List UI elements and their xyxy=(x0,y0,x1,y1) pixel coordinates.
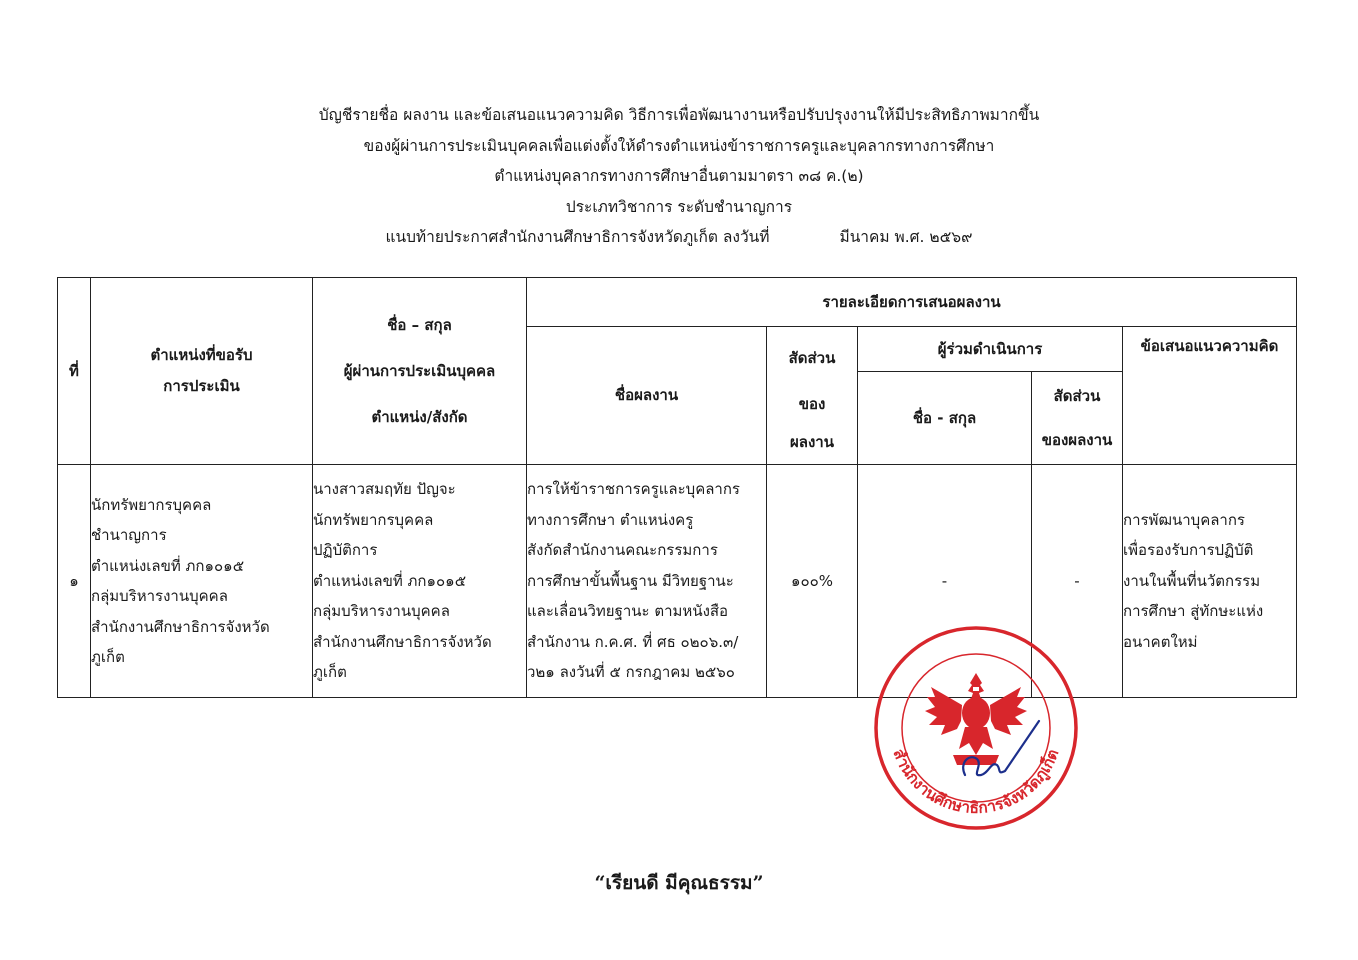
row-work-line: สำนักงาน ก.ค.ศ. ที่ ศธ ๐๒๐๖.๓/ xyxy=(527,632,739,651)
row-person-line: สำนักงานศึกษาธิการจังหวัด xyxy=(313,632,492,651)
row-no: ๑ xyxy=(58,465,91,698)
header-person xyxy=(313,278,527,465)
header-co-workers: ผู้ร่วมดำเนินการ xyxy=(858,327,1123,372)
header-co-ratio xyxy=(1032,372,1123,465)
row-position-line: นักทรัพยากรบุคคล xyxy=(91,495,212,514)
row-co-name: - xyxy=(858,465,1032,698)
row-person-line: นางสาวสมฤทัย ปัญจะ xyxy=(313,480,456,499)
header-title-line-1: บัญชีรายชื่อ ผลงาน และข้อเสนอแนวความคิด วิธีการเพื่อพัฒนางานหรือปรับปรุงงานให้มีประสิทธิภาพมากขึ้น xyxy=(318,106,1040,124)
header-person-line-2: ผู้ผ่านการประเมินบุคคล xyxy=(343,362,496,380)
row-work-line: การให้ข้าราชการครูและบุคลากร xyxy=(527,480,740,499)
header-title-line-2: ของผู้ผ่านการประเมินบุคคลเพื่อแต่งตั้งให้ดำรงตำแหน่งข้าราชการครูและบุคลากรทางการศึกษา xyxy=(363,136,995,155)
row-idea xyxy=(1123,465,1297,698)
row-position-line: ตำแหน่งเลขที่ ภก๑๐๑๕ xyxy=(91,556,245,575)
header-title-line-4: ประเภทวิชาการ ระดับชำนาญการ xyxy=(565,197,793,216)
header-co-name: ชื่อ - สกุล xyxy=(858,372,1032,465)
header-idea: ข้อเสนอแนวความคิด xyxy=(1123,327,1297,465)
row-work-line: ว๒๑ ลงวันที่ ๕ กรกฎาคม ๒๕๖๐ xyxy=(527,663,735,682)
header-person-line-3: ตำแหน่ง/สังกัด xyxy=(371,408,468,426)
row-person-line: ภูเก็ต xyxy=(313,663,347,682)
row-work-line: และเลื่อนวิทยฐานะ ตามหนังสือ xyxy=(527,602,729,621)
row-person-line: ตำแหน่งเลขที่ ภก๑๐๑๕ xyxy=(313,571,467,590)
header-no: ที่ xyxy=(58,278,91,465)
header-position xyxy=(91,278,313,465)
row-idea-line: เพื่อรองรับการปฏิบัติ xyxy=(1123,541,1254,560)
header-annex-line xyxy=(0,222,1358,253)
row-position-line: กลุ่มบริหารงานบุคคล xyxy=(91,587,228,605)
row-idea-line: การศึกษา สู่ทักษะแห่ง xyxy=(1123,602,1264,621)
row-work-line: การศึกษาขั้นพื้นฐาน มีวิทยฐานะ xyxy=(527,571,734,590)
row-person-line: กลุ่มบริหารงานบุคคล xyxy=(313,602,450,621)
header-position-line-2: การประเมิน xyxy=(163,377,240,395)
row-work-line: ทางการศึกษา ตำแหน่งครู xyxy=(527,510,694,529)
annex-date: มีนาคม พ.ศ. ๒๕๖๙ xyxy=(839,228,973,246)
row-person-line: ปฏิบัติการ xyxy=(313,541,378,560)
row-co-ratio: - xyxy=(1032,465,1123,698)
annex-text: แนบท้ายประกาศสำนักงานศึกษาธิการจังหวัดภูเก็ต ลงวันที่ xyxy=(385,228,770,246)
header-co-ratio-line-2: ของผลงาน xyxy=(1041,431,1113,449)
row-work-line: สังกัดสำนักงานคณะกรรมการ xyxy=(527,541,718,560)
row-person xyxy=(313,465,527,698)
official-seal xyxy=(873,625,1079,831)
row-idea-line: อนาคตใหม่ xyxy=(1123,632,1198,651)
header-ratio-line-2: ของ xyxy=(798,394,826,413)
header-ratio-line-1: สัดส่วน xyxy=(788,348,836,367)
row-work xyxy=(527,465,767,698)
row-position-line: ชำนาญการ xyxy=(91,526,167,544)
footer-motto: “เรียนดี มีคุณธรรม” xyxy=(594,872,764,894)
header-title-line-3: ตำแหน่งบุคลากรทางการศึกษาอื่นตามมาตรา ๓๘ ค.(๒) xyxy=(494,167,864,185)
results-table xyxy=(57,277,1297,698)
row-position-line: สำนักงานศึกษาธิการจังหวัด xyxy=(91,617,270,636)
row-position-line: ภูเก็ต xyxy=(91,648,125,666)
seal-arc-label: สำนักงานศึกษาธิการจังหวัดภูเก็ต xyxy=(889,746,1063,818)
garuda-emblem xyxy=(925,673,1027,765)
header-ratio xyxy=(767,327,858,465)
table-row xyxy=(58,465,1297,698)
header-person-line-1: ชื่อ – สกุล xyxy=(387,316,452,334)
header-position-line-1: ตำแหน่งที่ขอรับ xyxy=(150,346,253,364)
row-idea-line: การพัฒนาบุคลากร xyxy=(1123,510,1245,529)
header-details: รายละเอียดการเสนอผลงาน xyxy=(527,278,1297,327)
header-work-name: ชื่อผลงาน xyxy=(527,327,767,465)
row-person-line: นักทรัพยากรบุคคล xyxy=(313,510,434,529)
header-ratio-line-3: ผลงาน xyxy=(790,432,834,451)
row-idea-line: งานในพื้นที่นวัตกรรม xyxy=(1123,571,1261,590)
row-position xyxy=(91,465,313,698)
row-ratio: ๑๐๐% xyxy=(767,465,858,698)
header-co-ratio-line-1: สัดส่วน xyxy=(1053,387,1101,405)
document-header xyxy=(0,100,1358,253)
